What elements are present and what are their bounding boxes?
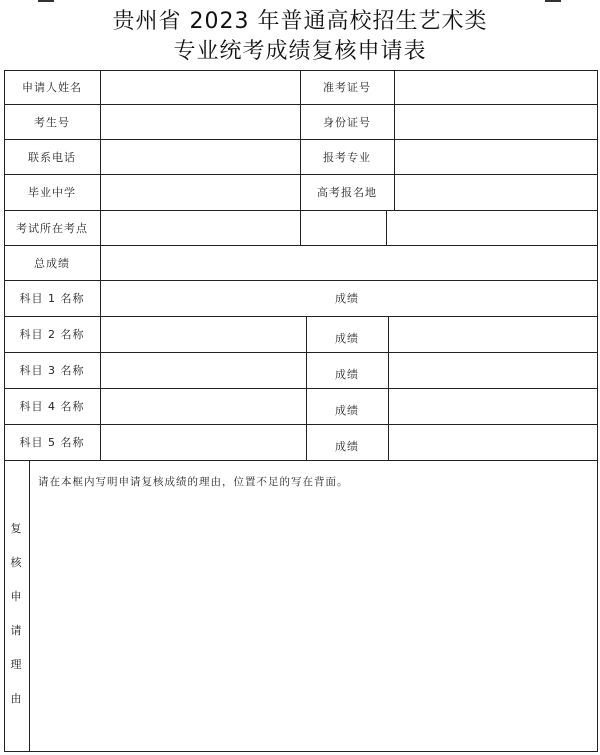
top-mark-right <box>545 0 561 2</box>
high-school-label: 毕业中学 <box>28 186 76 199</box>
reason-label-char: 复 <box>10 522 22 535</box>
exam-center-label: 考试所在考点 <box>16 221 88 235</box>
total-score-label: 总成绩 <box>34 256 70 270</box>
subject-2-score-label: 成绩 <box>335 332 359 345</box>
phone-label: 联系电话 <box>28 150 76 164</box>
reason-label-char: 请 <box>10 624 22 637</box>
reason-text-area[interactable] <box>30 462 596 750</box>
subject-3-name-field[interactable] <box>101 353 306 388</box>
id-number-field[interactable] <box>395 105 597 139</box>
subject-5-score-label: 成绩 <box>335 440 359 453</box>
form-title-line-1: 贵州省 2023 年普通高校招生艺术类 <box>112 9 488 34</box>
row-divider <box>4 460 598 461</box>
reason-instruction: 请在本框内写明申请复核成绩的理由，位置不足的写在背面。 <box>38 476 349 488</box>
admission-ticket-field[interactable] <box>395 71 597 104</box>
subject-5-score-field[interactable] <box>389 425 597 460</box>
exam-registration-place-label: 高考报名地 <box>317 186 377 199</box>
subject-3-score-label: 成绩 <box>335 368 359 381</box>
top-mark-left <box>38 0 54 2</box>
form-border-bottom <box>4 751 598 752</box>
subject-5-name-field[interactable] <box>101 425 306 460</box>
total-score-field[interactable] <box>101 246 597 280</box>
subject-3-name-label: 科目 3 名称 <box>19 364 85 377</box>
applicant-name-label: 申请人姓名 <box>22 81 82 94</box>
subject-2-name-label: 科目 2 名称 <box>19 328 85 341</box>
application-form <box>4 70 598 752</box>
candidate-number-field[interactable] <box>101 105 300 139</box>
subject-1-name-label: 科目 1 名称 <box>19 292 85 305</box>
reason-label-char: 核 <box>10 556 22 569</box>
high-school-field[interactable] <box>101 175 300 210</box>
subject-4-name-field[interactable] <box>101 389 306 424</box>
applicant-name-field[interactable] <box>101 71 300 104</box>
major-field[interactable] <box>395 140 597 174</box>
exam-registration-place-field[interactable] <box>395 175 597 210</box>
subject-4-name-label: 科目 4 名称 <box>19 400 85 413</box>
form-title-line-2: 专业统考成绩复核申请表 <box>173 39 427 64</box>
reason-section-label <box>4 460 28 750</box>
id-number-label: 身份证号 <box>323 115 371 129</box>
reason-label-char: 由 <box>10 692 22 705</box>
exam-center-field[interactable] <box>101 211 597 245</box>
subject-1-score-label: 成绩 <box>335 292 359 305</box>
subject-4-score-label: 成绩 <box>335 404 359 417</box>
subject-4-score-field[interactable] <box>389 389 597 424</box>
subject-5-name-label: 科目 5 名称 <box>19 436 85 449</box>
subject-2-score-field[interactable] <box>389 317 597 352</box>
phone-field[interactable] <box>101 140 300 174</box>
form-border-right <box>597 70 598 752</box>
reason-label-char: 申 <box>10 590 22 603</box>
candidate-number-label: 考生号 <box>34 115 70 129</box>
reason-label-char: 理 <box>10 658 22 671</box>
subject-2-name-field[interactable] <box>101 317 306 352</box>
subject-3-score-field[interactable] <box>389 353 597 388</box>
admission-ticket-label: 准考证号 <box>323 81 371 94</box>
major-label: 报考专业 <box>323 150 371 164</box>
